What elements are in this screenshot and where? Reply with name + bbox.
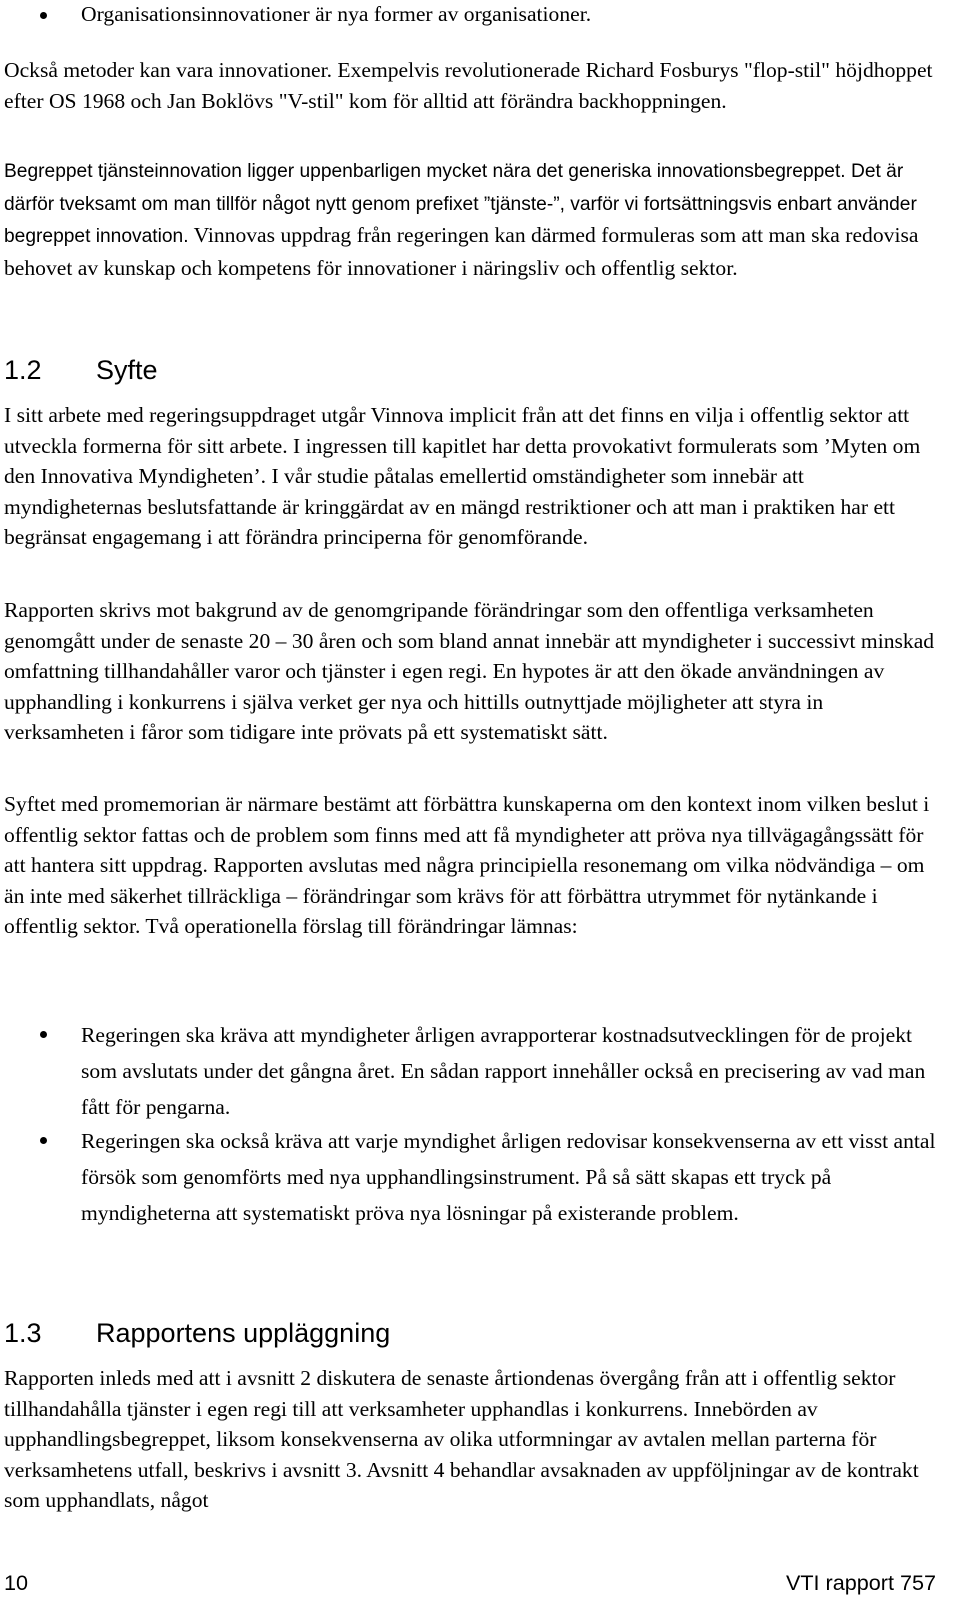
bullet-text: Organisationsinnovationer är nya former av organisationer. — [81, 2, 592, 26]
page-number: 10 — [4, 1570, 29, 1595]
bullet-icon — [40, 12, 47, 19]
section-title: Syfte — [96, 355, 158, 385]
paragraph-syfte-2: Rapporten skrivs mot bakgrund av de genomgripande förändringar som den offentliga verksamheten genomgått under de senaste 20 – 30 åren och som bland annat innebär att myndigheter i successivt minskad omfattning tillhandahåller varor och tjänster i egen regi. En hypotes är att den ökade användningen av upphandling i konkurrens i själva verket ger nya och hittills outnyttjade möjligheter att styra in verksamheten i fåror som tidigare inte prövats på ett systematiskt sätt. — [4, 598, 935, 745]
section-number: 1.2 — [4, 355, 42, 385]
bullet-text: Regeringen ska kräva att myndigheter årligen avrapporterar kostnadsutvecklingen för de projekt som avslutats under det gångna året. En sådan rapport innehåller också en precisering av vad man fått för pengarna. — [81, 1023, 926, 1119]
paragraph-syfte-1: I sitt arbete med regeringsuppdraget utgår Vinnova implicit från att det finns en vilja i offentlig sektor att utveckla formerna för sitt arbete. I ingressen till kapitlet har detta provokativt formulerats som ’Myten om den Innovativa Myndigheten’. I vår studie påtalas emellertid omständigheter som innebär att myndigheternas beslutsfattande är kringgärdat av en mängd restriktioner och att man i praktiken har ett begränsat engagemang i att förändra principerna för genomförande. — [4, 403, 921, 550]
section-heading-1-2 — [4, 354, 158, 386]
paragraph-service-innovation — [4, 155, 944, 283]
paragraph-upplaggning-1: Rapporten inleds med att i avsnitt 2 diskutera de senaste årtiondenas övergång från att i offentlig sektor tillhandahålla tjänster i egen regi till att verksamheter upphandlas i konkurrens. Innebörden av upphandlingsbegreppet, liksom konsekvenserna av olika utformningar av avtalen mellan parterna för verksamhetens utfall, beskrivs i avsnitt 3. Avsnitt 4 behandlar avsaknaden av uppföljningar av de kontrakt som upphandlats, något — [4, 1366, 919, 1513]
section-title: Rapportens uppläggning — [96, 1318, 391, 1348]
section-heading-1-3 — [4, 1317, 390, 1349]
report-label: VTI rapport 757 — [785, 1570, 936, 1595]
sans-text-segment-2: Det är därför tveksamt om man tillför något nytt genom prefixet ”tjänste-”, varför vi fortsättningsvis enbart använder begreppet innovation. — [4, 161, 917, 248]
paragraph-methods: Också metoder kan vara innovationer. Exempelvis revolutionerade Richard Fosburys "flop-stil" höjdhoppet efter OS 1968 och Jan Boklövs "V-stil" kom för alltid att förändra backhoppningen. — [4, 58, 933, 113]
paragraph-syfte-3: Syftet med promemorian är närmare bestämt att förbättra kunskaperna om den kontext inom vilken beslut i offentlig sektor fattas och de problem som finns med att få myndigheter att pröva nya tillvägagångssätt för att hantera sitt uppdrag. Rapporten avslutas med några principiella resonemang om vilka nödvändiga – om än inte med säkerhet tillräckliga – förändringar som krävs för att förbättra utrymmet för nytänkande i offentlig sektor. Två operationella förslag till förändringar lämnas: — [4, 792, 930, 939]
bullet-icon — [40, 1137, 47, 1144]
list-item — [0, 1123, 950, 1268]
list-item — [0, 0, 950, 30]
section-number: 1.3 — [4, 1318, 42, 1348]
sans-text-segment: Begreppet tjänsteinnovation ligger uppenbarligen mycket nära det generiska innovationsbegreppet. — [4, 161, 846, 182]
bullet-icon — [40, 1031, 47, 1038]
bullet-text: Regeringen ska också kräva att varje myndighet årligen redovisar konsekvenserna av ett visst antal försök som genomförts med nya upphandlingsinstrument. På så sätt skapas ett tryck på myndigheterna att systematiskt pröva nya lösningar på existerande problem. — [81, 1129, 936, 1225]
list-item — [0, 1017, 950, 1127]
serif-text-segment: Vinnovas uppdrag från regeringen kan därmed formuleras som att man ska redovisa behovet av kunskap och kompetens för innovationer i näringsliv och offentlig sektor. — [4, 223, 919, 280]
